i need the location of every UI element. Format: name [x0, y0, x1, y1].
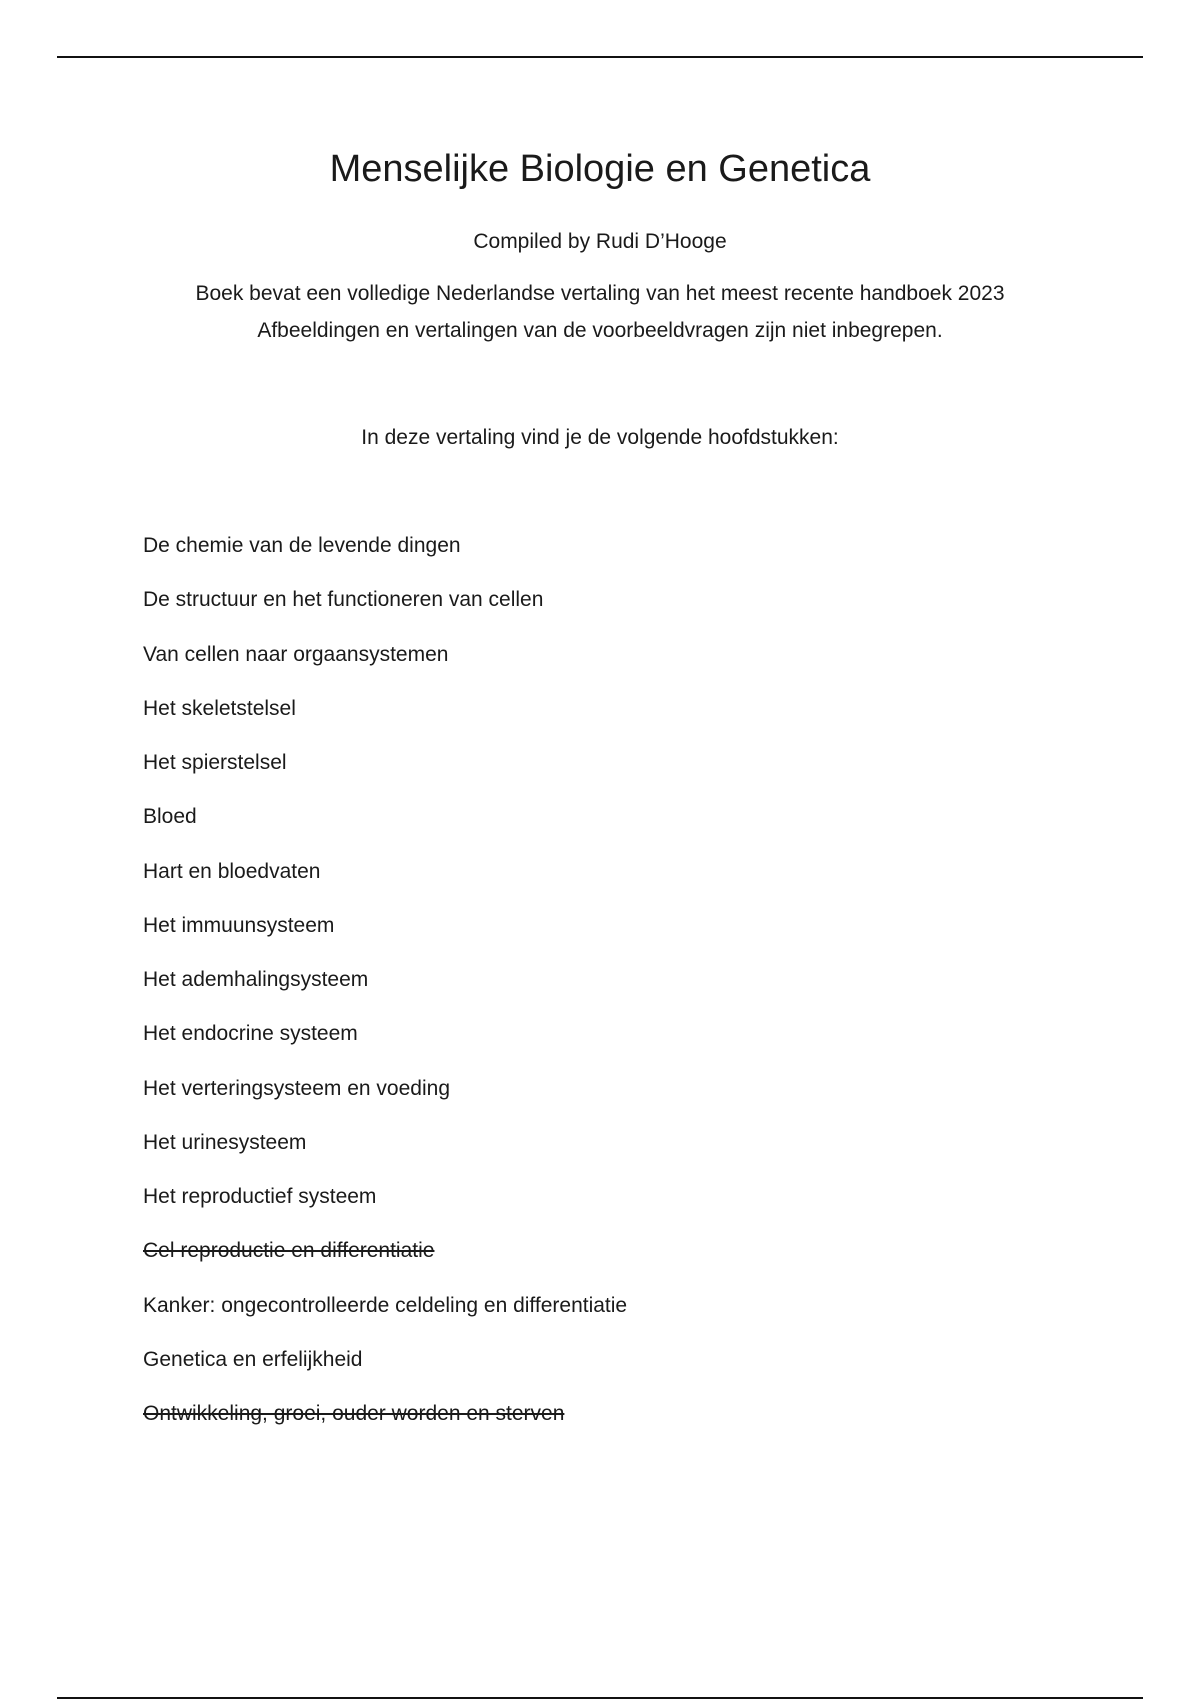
chapter-item: Het verteringsysteem en voeding [143, 1076, 450, 1100]
document-title: Menselijke Biologie en Genetica [329, 148, 871, 190]
chapter-list [143, 533, 627, 1455]
chapter-item: Het spierstelsel [143, 751, 287, 774]
description-line-2: Afbeeldingen en vertalingen van de voorbeeldvragen zijn niet inbegrepen. [257, 319, 943, 342]
top-divider [57, 56, 1143, 58]
chapter-item: Het endocrine systeem [143, 1022, 358, 1046]
chapter-item: Het urinesysteem [143, 1130, 307, 1154]
description-line-1: Boek bevat een volledige Nederlandse vertaling van het meest recente handboek 2023 [195, 282, 1005, 305]
chapter-item: Het reproductief systeem [143, 1185, 377, 1208]
chapter-item-struck: Ontwikkeling, groei, ouder worden en sterven [143, 1402, 565, 1425]
chapter-item: Het immuunsysteem [143, 913, 335, 937]
chapter-item: Het skeletstelsel [143, 696, 296, 720]
chapter-item: Genetica en erfelijkheid [143, 1347, 363, 1371]
chapter-intro: In deze vertaling vind je de volgende hoofdstukken: [361, 426, 839, 449]
bottom-divider [57, 1697, 1143, 1699]
chapter-item: Van cellen naar orgaansystemen [143, 642, 449, 666]
chapter-item: Het ademhalingsysteem [143, 968, 369, 991]
chapter-item: Bloed [143, 805, 197, 829]
chapter-item: Hart en bloedvaten [143, 859, 321, 883]
chapter-item: Kanker: ongecontrolleerde celdeling en differentiatie [143, 1293, 628, 1317]
chapter-item: De chemie van de levende dingen [143, 534, 461, 557]
chapter-item-struck: Cel reproductie en differentiatie [143, 1239, 435, 1263]
author-line: Compiled by Rudi D’Hooge [473, 230, 727, 253]
chapter-item: De structuur en het functioneren van cellen [143, 588, 544, 612]
